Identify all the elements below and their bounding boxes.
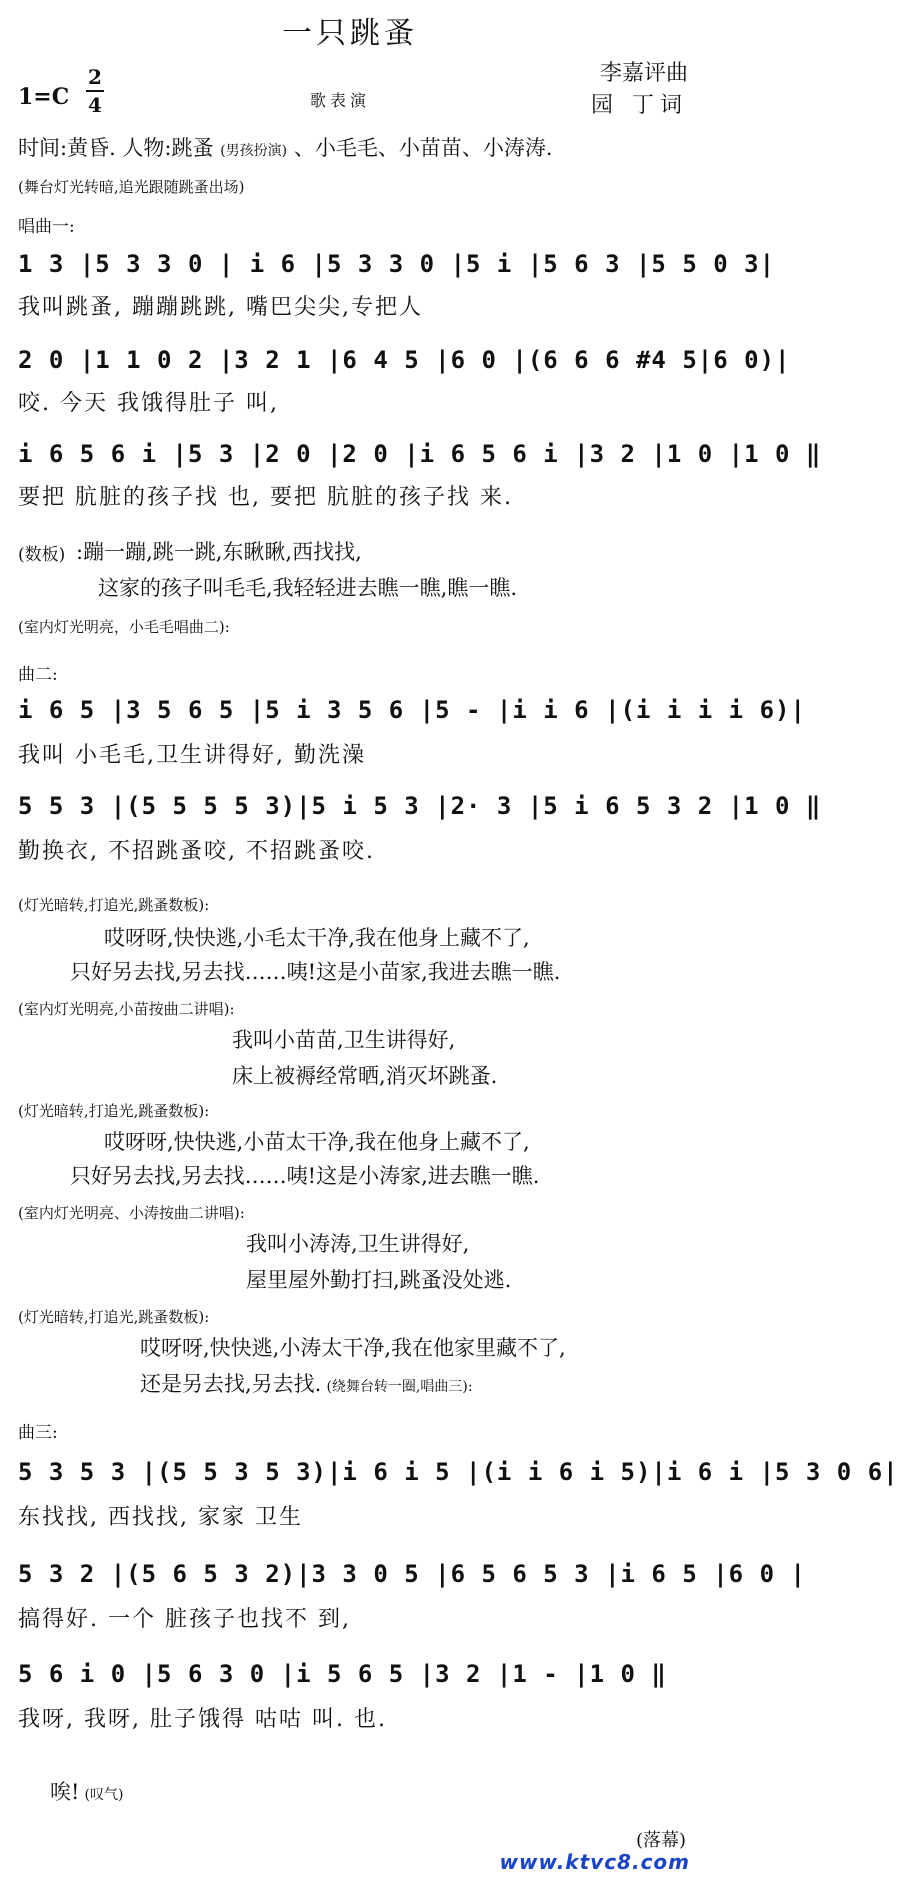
song2-notation-row-1: i 6 5 |3 5 6 5 |5 i 3 5 6 |5 - |i i 6 |(i i i i 6)| xyxy=(18,696,806,724)
key-signature: 1=C xyxy=(18,84,70,110)
stage-note-4: (室内灯光明亮,小苗按曲二讲唱): xyxy=(18,1000,235,1018)
song2-lyrics-row-1: 我叫 小毛毛,卫生讲得好, 勤洗澡 xyxy=(18,743,366,768)
cast-line xyxy=(18,132,553,162)
cast-note: (男孩扮演) xyxy=(220,143,288,159)
speech5-line-1: 哎呀呀,快快逃,小涛太干净,我在他家里藏不了, xyxy=(140,1336,566,1360)
shuban-label: (数板) xyxy=(18,545,66,565)
song3-notation-row-3: 5 6 i 0 |5 6 3 0 |i 5 6 5 |3 2 |1 - |1 0 ‖ xyxy=(18,1660,667,1688)
speech5-line-2-note: (绕舞台转一圈,唱曲三): xyxy=(326,1379,473,1395)
speech4-line-1: 我叫小涛涛,卫生讲得好, xyxy=(246,1232,470,1256)
song1-notation-row-2: 2 0 |1 1 0 2 |3 2 1 |6 4 5 |6 0 |(6 6 6 #4 5|6 0)| xyxy=(18,346,791,374)
song3-label: 曲三: xyxy=(18,1423,58,1443)
speech3-line-1: 哎呀呀,快快逃,小苗太干净,我在他身上藏不了, xyxy=(104,1130,530,1154)
time-signature xyxy=(84,64,106,118)
speech2-line-1: 我叫小苗苗,卫生讲得好, xyxy=(232,1028,456,1052)
speech5-line-2: 还是另去找,另去找. xyxy=(140,1372,322,1396)
lyricist-credit: 园 丁词 xyxy=(591,93,688,118)
stage-note-2: (室内灯光明亮，小毛毛唱曲二): xyxy=(18,618,230,636)
song2-notation-row-2: 5 5 3 |(5 5 5 5 3)|5 i 5 3 |2· 3 |5 i 6 5 3 2 |1 0 ‖ xyxy=(18,792,822,820)
site-watermark: www.ktvc8.com xyxy=(499,1850,690,1874)
performance-style: 歌表演 xyxy=(310,91,371,110)
composer-credit: 李嘉评曲 xyxy=(599,61,688,86)
song2-label: 曲二: xyxy=(18,665,58,685)
ending-sigh: 唉! xyxy=(50,1780,80,1804)
cast-prefix: 时间:黄昏. 人物:跳蚤 xyxy=(18,136,214,160)
song1-lyrics-row-3: 要把 肮脏的孩子找 也, 要把 肮脏的孩子找 来. xyxy=(18,485,513,510)
speech4-line-2: 屋里屋外勤打扫,跳蚤没处逃. xyxy=(246,1268,512,1292)
song1-lyrics-row-1: 我叫跳蚤, 蹦蹦跳跳, 嘴巴尖尖,专把人 xyxy=(18,295,423,320)
song3-lyrics-row-2: 搞得好. 一个 脏孩子也找不 到, xyxy=(18,1607,351,1632)
shuban-line-1: :蹦一蹦,跳一跳,东瞅瞅,西找找, xyxy=(76,540,362,564)
stage-note-1: (舞台灯光转暗,追光跟随跳蚤出场) xyxy=(18,178,245,196)
stage-note-6: (室内灯光明亮、小涛按曲二讲唱): xyxy=(18,1204,245,1222)
cast-rest: 、小毛毛、小苗苗、小涛涛. xyxy=(293,136,553,160)
ending-sigh-note: (叹气) xyxy=(84,1787,124,1803)
speech3-line-2: 只好另去找,另去找……咦!这是小涛家,进去瞧一瞧. xyxy=(70,1164,540,1188)
meter-numerator: 2 xyxy=(88,65,102,89)
speech5-line-2-wrap xyxy=(140,1368,473,1398)
stage-note-3: (灯光暗转,打追光,跳蚤数板): xyxy=(18,896,210,914)
song3-notation-row-1: 5 3 5 3 |(5 5 3 5 3)|i 6 i 5 |(i i 6 i 5)|i 6 i |5 3 0 6| xyxy=(18,1458,899,1486)
song2-lyrics-row-2: 勤换衣, 不招跳蚤咬, 不招跳蚤咬. xyxy=(18,839,375,864)
song3-notation-row-2: 5 3 2 |(5 6 5 3 2)|3 3 0 5 |6 5 6 5 3 |i 6 5 |6 0 | xyxy=(18,1560,806,1588)
stage-note-7: (灯光暗转,打追光,跳蚤数板): xyxy=(18,1308,210,1326)
meter-divider xyxy=(86,90,104,92)
song1-notation-row-3: i 6 5 6 i |5 3 |2 0 |2 0 |i 6 5 6 i |3 2 |1 0 |1 0 ‖ xyxy=(18,440,822,468)
song1-label: 唱曲一: xyxy=(18,217,75,237)
speech1-line-1: 哎呀呀,快快逃,小毛太干净,我在他身上藏不了, xyxy=(104,926,530,950)
ending-sigh-wrap xyxy=(50,1776,123,1806)
speech2-line-2: 床上被褥经常晒,消灭坏跳蚤. xyxy=(232,1064,498,1088)
song1-lyrics-row-2: 咬. 今天 我饿得肚子 叫, xyxy=(18,391,279,416)
meter-denominator: 4 xyxy=(88,93,102,117)
speech1-line-2: 只好另去找,另去找……咦!这是小苗家,我进去瞧一瞧. xyxy=(70,960,561,984)
curtain-note: (落幕) xyxy=(635,1830,686,1851)
song1-notation-row-1: 1 3 |5 3 3 0 | i 6 |5 3 3 0 |5 i |5 6 3 |5 5 0 3| xyxy=(18,250,776,278)
song-title: 一只跳蚤 xyxy=(282,16,418,51)
stage-note-5: (灯光暗转,打追光,跳蚤数板): xyxy=(18,1102,210,1120)
song3-lyrics-row-3: 我呀, 我呀, 肚子饿得 咕咕 叫. 也. xyxy=(18,1707,387,1732)
shuban-line-2: 这家的孩子叫毛毛,我轻轻进去瞧一瞧,瞧一瞧. xyxy=(98,576,518,600)
song3-lyrics-row-1: 东找找, 西找找, 家家 卫生 xyxy=(18,1505,303,1530)
